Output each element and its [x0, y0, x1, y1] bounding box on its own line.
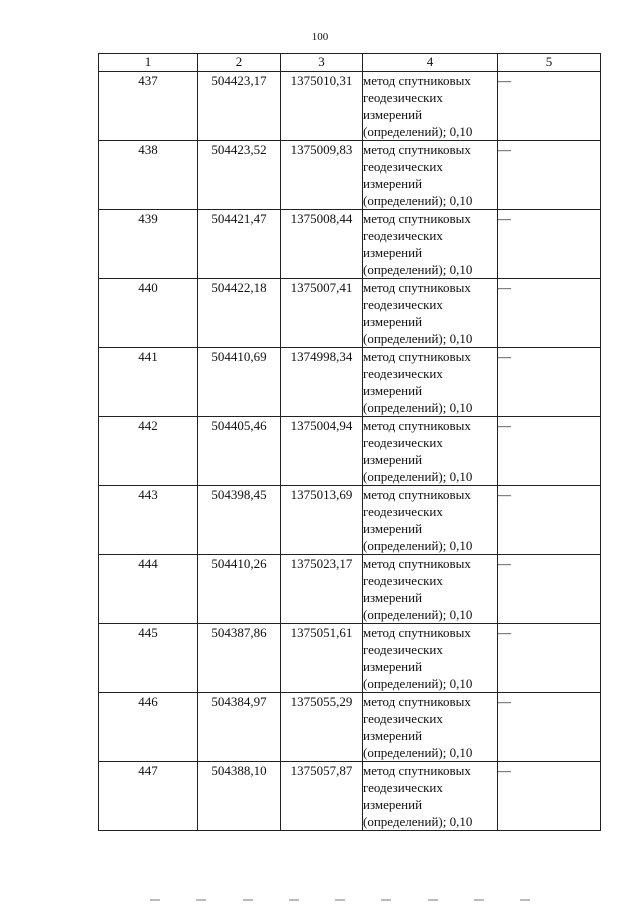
note-cell: — [498, 348, 601, 417]
table-body [99, 72, 601, 831]
table-row [99, 210, 601, 279]
scan-mark [150, 899, 160, 901]
method-text: метод спутниковых геодезических измерений (определений); 0,10 [363, 142, 473, 208]
x-coordinate-cell: 504423,17 [198, 72, 281, 141]
y-coordinate-cell: 1374998,34 [281, 348, 363, 417]
y-coordinate-cell: 1375004,94 [281, 417, 363, 486]
column-header-2: 2 [198, 54, 281, 72]
x-coordinate-cell: 504398,45 [198, 486, 281, 555]
y-coordinate-cell: 1375010,31 [281, 72, 363, 141]
method-text: метод спутниковых геодезических измерений (определений); 0,10 [363, 280, 473, 346]
note-cell: — [498, 279, 601, 348]
x-coordinate-cell: 504410,69 [198, 348, 281, 417]
coordinates-table [98, 53, 601, 831]
method-text: метод спутниковых геодезических измерений (определений); 0,10 [363, 211, 473, 277]
scan-mark [428, 899, 438, 901]
table-row [99, 555, 601, 624]
note-cell: — [498, 210, 601, 279]
method-cell [363, 555, 498, 624]
point-number-cell: 446 [99, 693, 198, 762]
method-text: метод спутниковых геодезических измерений (определений); 0,10 [363, 487, 473, 553]
header-row [99, 54, 601, 72]
x-coordinate-cell: 504388,10 [198, 762, 281, 831]
table-header [99, 54, 601, 72]
method-cell [363, 417, 498, 486]
point-number-cell: 439 [99, 210, 198, 279]
page-number: 100 [311, 31, 329, 43]
method-cell [363, 210, 498, 279]
method-cell [363, 486, 498, 555]
method-text: метод спутниковых геодезических измерений (определений); 0,10 [363, 625, 473, 691]
table-row [99, 762, 601, 831]
y-coordinate-cell: 1375009,83 [281, 141, 363, 210]
scan-mark [243, 899, 253, 901]
table-row [99, 72, 601, 141]
method-text: метод спутниковых геодезических измерений (определений); 0,10 [363, 763, 473, 829]
method-cell [363, 348, 498, 417]
note-cell: — [498, 762, 601, 831]
table-row [99, 624, 601, 693]
scan-mark [289, 899, 299, 901]
column-header-3: 3 [281, 54, 363, 72]
method-cell [363, 72, 498, 141]
note-cell: — [498, 555, 601, 624]
note-cell: — [498, 417, 601, 486]
scan-mark [520, 899, 530, 901]
note-cell: — [498, 72, 601, 141]
x-coordinate-cell: 504410,26 [198, 555, 281, 624]
point-number-cell: 440 [99, 279, 198, 348]
note-cell: — [498, 486, 601, 555]
point-number-cell: 444 [99, 555, 198, 624]
table-row [99, 693, 601, 762]
point-number-cell: 445 [99, 624, 198, 693]
table-row [99, 348, 601, 417]
x-coordinate-cell: 504384,97 [198, 693, 281, 762]
column-header-1: 1 [99, 54, 198, 72]
method-text: метод спутниковых геодезических измерений (определений); 0,10 [363, 556, 473, 622]
scan-mark [381, 899, 391, 901]
x-coordinate-cell: 504421,47 [198, 210, 281, 279]
column-header-5: 5 [498, 54, 601, 72]
y-coordinate-cell: 1375055,29 [281, 693, 363, 762]
method-text: метод спутниковых геодезических измерений (определений); 0,10 [363, 349, 473, 415]
table-row [99, 486, 601, 555]
point-number-cell: 443 [99, 486, 198, 555]
point-number-cell: 438 [99, 141, 198, 210]
y-coordinate-cell: 1375008,44 [281, 210, 363, 279]
note-cell: — [498, 693, 601, 762]
x-coordinate-cell: 504423,52 [198, 141, 281, 210]
y-coordinate-cell: 1375007,41 [281, 279, 363, 348]
scan-mark [335, 899, 345, 901]
y-coordinate-cell: 1375013,69 [281, 486, 363, 555]
y-coordinate-cell: 1375023,17 [281, 555, 363, 624]
y-coordinate-cell: 1375051,61 [281, 624, 363, 693]
scan-mark [196, 899, 206, 901]
method-cell [363, 141, 498, 210]
x-coordinate-cell: 504387,86 [198, 624, 281, 693]
method-cell [363, 693, 498, 762]
note-cell: — [498, 141, 601, 210]
method-text: метод спутниковых геодезических измерений (определений); 0,10 [363, 694, 473, 760]
method-text: метод спутниковых геодезических измерений (определений); 0,10 [363, 418, 473, 484]
table-row [99, 279, 601, 348]
point-number-cell: 447 [99, 762, 198, 831]
scan-mark [474, 899, 484, 901]
table-row [99, 141, 601, 210]
y-coordinate-cell: 1375057,87 [281, 762, 363, 831]
x-coordinate-cell: 504405,46 [198, 417, 281, 486]
point-number-cell: 437 [99, 72, 198, 141]
column-header-4: 4 [363, 54, 498, 72]
table-row [99, 417, 601, 486]
point-number-cell: 442 [99, 417, 198, 486]
method-cell [363, 762, 498, 831]
method-cell [363, 279, 498, 348]
scan-artifact-marks [150, 899, 530, 902]
point-number-cell: 441 [99, 348, 198, 417]
method-cell [363, 624, 498, 693]
x-coordinate-cell: 504422,18 [198, 279, 281, 348]
note-cell: — [498, 624, 601, 693]
method-text: метод спутниковых геодезических измерений (определений); 0,10 [363, 73, 473, 139]
